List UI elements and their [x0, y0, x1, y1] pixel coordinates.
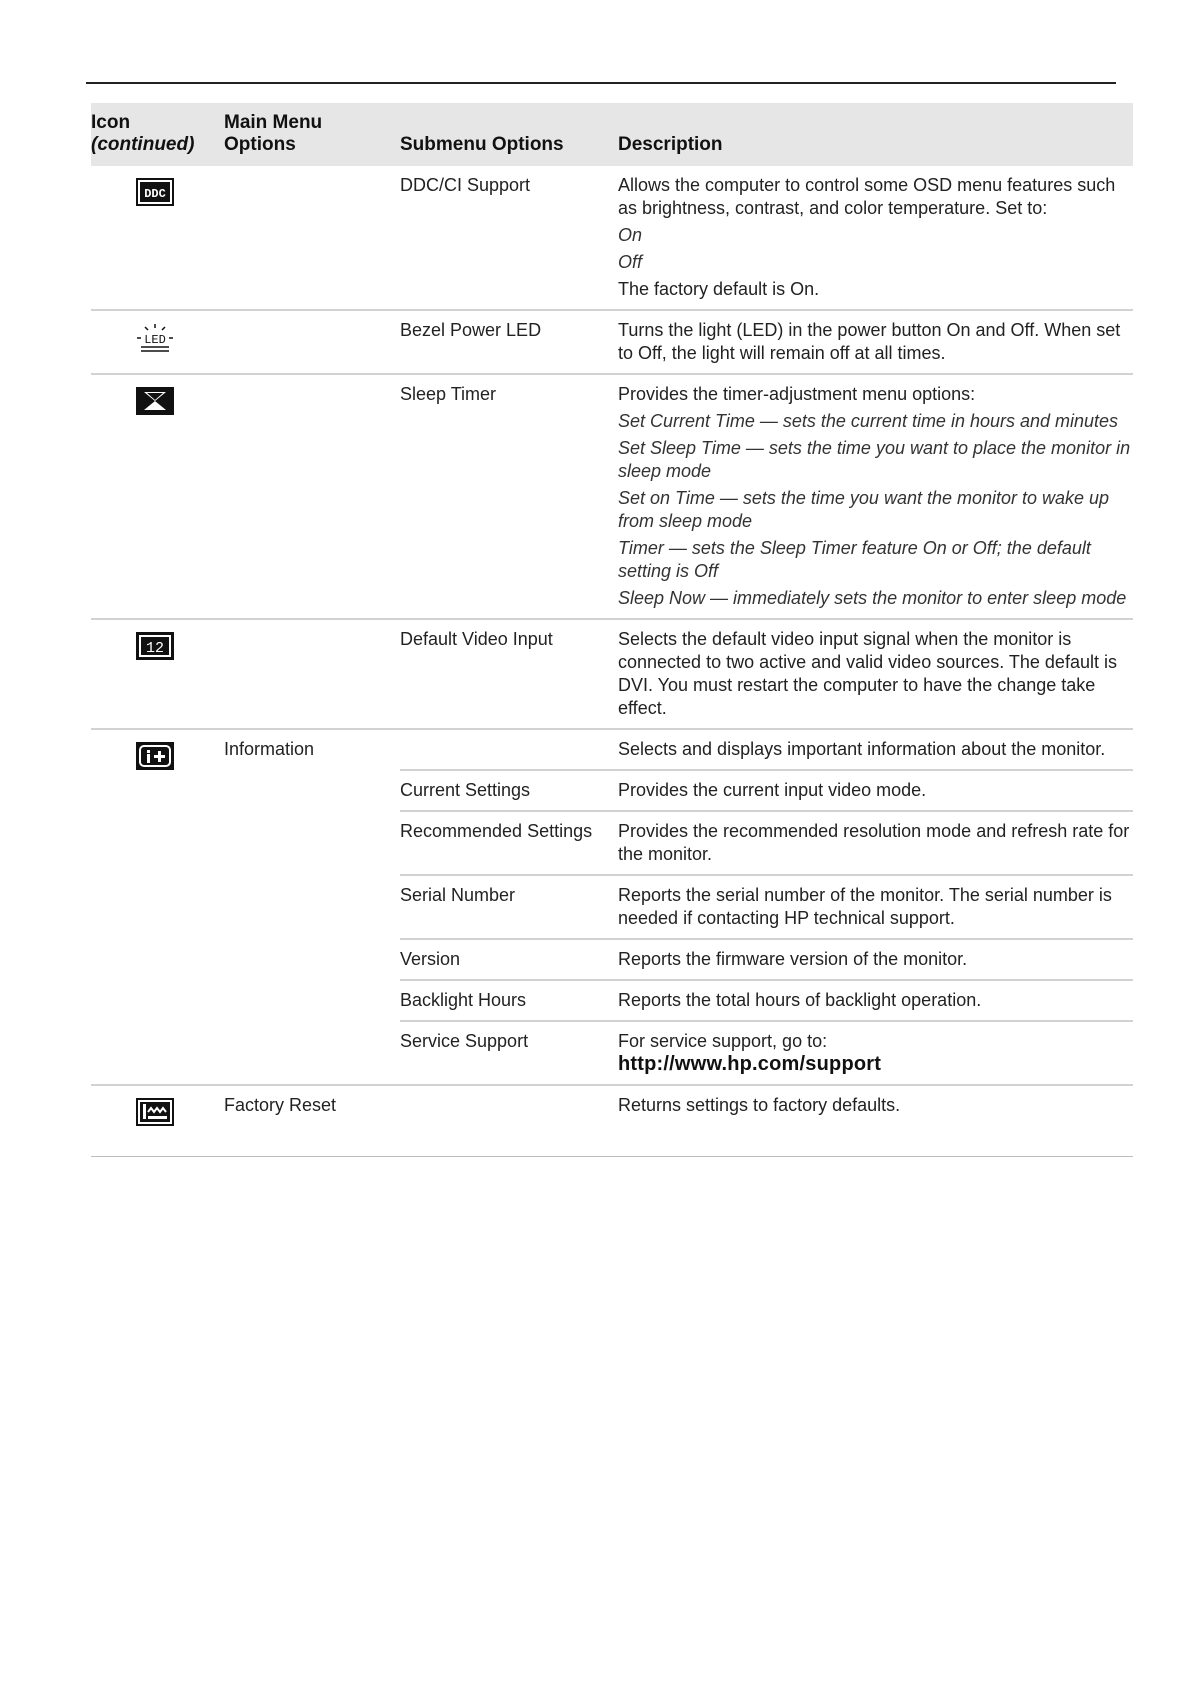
description-ddc — [618, 166, 1133, 310]
description-led — [618, 310, 1133, 374]
information-icon — [136, 742, 174, 770]
osd-menu-table — [91, 103, 1133, 1157]
description-led-text: Turns the light (LED) in the power button On and Off. When set to Off, the light will remain off at all times. — [618, 320, 1121, 363]
description-backlight-text: Reports the total hours of backlight operation. — [618, 990, 982, 1010]
header-submenu: Submenu Options — [400, 103, 618, 166]
main-menu-factory-reset: Factory Reset — [224, 1085, 400, 1157]
option-off: Off — [618, 252, 643, 272]
submenu-service-support: Service Support — [400, 1021, 618, 1085]
description-service-support — [618, 1021, 1133, 1085]
submenu-video-input: Default Video Input — [400, 619, 618, 729]
table-header — [91, 103, 1133, 166]
description-version-text: Reports the firmware version of the monitor. — [618, 949, 968, 969]
submenu-led: Bezel Power LED — [400, 310, 618, 374]
description-current-settings — [618, 770, 1133, 811]
description-current-text: Provides the current input video mode. — [618, 780, 927, 800]
table-row-led — [91, 310, 1133, 374]
table-row-information — [91, 729, 1133, 770]
video-input-icon-text: 12 — [145, 640, 165, 657]
header-icon — [91, 103, 224, 166]
support-link[interactable]: http://www.hp.com/support — [618, 1053, 882, 1075]
main-menu-information: Information — [224, 729, 400, 1085]
header-description: Description — [618, 103, 1133, 166]
submenu-backlight-hours: Backlight Hours — [400, 980, 618, 1021]
video-input-icon — [136, 632, 174, 660]
top-rule — [86, 82, 1116, 84]
header-icon-continued: (continued) — [91, 134, 195, 155]
sleep-option-3: Set on Time — sets the time you want the monitor to wake up from sleep mode — [618, 488, 1110, 531]
description-information — [618, 729, 1133, 770]
ddc-icon — [136, 178, 174, 206]
sleep-option-2: Set Sleep Time — sets the time you want to place the monitor in sleep mode — [618, 438, 1131, 481]
sleep-option-5: Sleep Now — immediately sets the monitor to enter sleep mode — [618, 588, 1127, 608]
description-serial-text: Reports the serial number of the monitor. The serial number is needed if contacting HP technical support. — [618, 885, 1112, 928]
header-main-menu — [224, 103, 400, 166]
description-video-input — [618, 619, 1133, 729]
table-row-factory-reset — [91, 1085, 1133, 1157]
description-reset-text: Returns settings to factory defaults. — [618, 1095, 901, 1115]
description-service-text: For service support, go to: — [618, 1031, 828, 1051]
description-sleep-timer — [618, 374, 1133, 619]
description-version — [618, 939, 1133, 980]
header-main-menu-line1: Main Menu — [224, 112, 323, 133]
description-ddc-text: Allows the computer to control some OSD menu features such as brightness, contrast, and color temperature. Set to: — [618, 175, 1116, 218]
description-recommended-settings — [618, 811, 1133, 875]
sleep-option-1: Set Current Time — sets the current time in hours and minutes — [618, 411, 1119, 431]
description-serial-number — [618, 875, 1133, 939]
description-video-text: Selects the default video input signal when the monitor is connected to two active and valid video sources. The default is DVI. You must restart the computer to have the change take effect. — [618, 629, 1117, 718]
sleep-option-4: Timer — sets the Sleep Timer feature On or Off; the default setting is Off — [618, 538, 1091, 581]
table-row-sleep-timer — [91, 374, 1133, 619]
description-information-text: Selects and displays important information about the monitor. — [618, 739, 1106, 759]
submenu-sleep-timer: Sleep Timer — [400, 374, 618, 619]
default-note: The factory default is On. — [618, 279, 820, 299]
submenu-version: Version — [400, 939, 618, 980]
submenu-ddc: DDC/CI Support — [400, 175, 531, 195]
description-recommended-text: Provides the recommended resolution mode and refresh rate for the monitor. — [618, 821, 1130, 864]
led-icon — [136, 323, 174, 351]
table-row-video-input — [91, 619, 1133, 729]
header-icon-label: Icon — [91, 112, 131, 133]
description-sleep-text: Provides the timer-adjustment menu options: — [618, 384, 976, 404]
factory-reset-icon — [136, 1098, 174, 1126]
led-icon-text: LED — [144, 333, 166, 347]
submenu-current-settings: Current Settings — [400, 770, 618, 811]
ddc-icon-text: DDC — [144, 187, 166, 201]
hourglass-icon — [136, 387, 174, 415]
description-backlight-hours — [618, 980, 1133, 1021]
header-main-menu-line2: Options — [224, 134, 296, 155]
submenu-recommended-settings: Recommended Settings — [400, 811, 618, 875]
description-factory-reset — [618, 1085, 1133, 1157]
submenu-serial-number: Serial Number — [400, 875, 618, 939]
option-on: On — [618, 225, 643, 245]
table-row-ddc — [91, 166, 1133, 310]
osd-menu-table-container — [91, 103, 1133, 1157]
